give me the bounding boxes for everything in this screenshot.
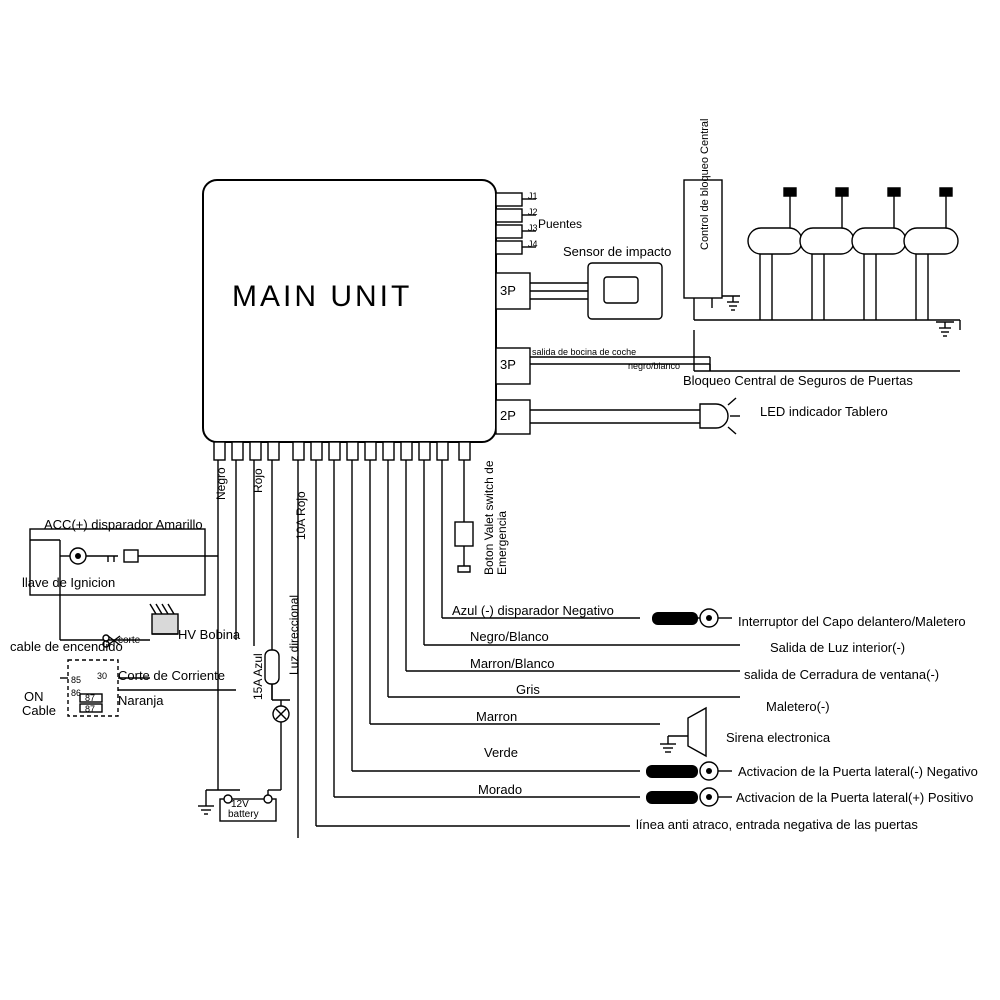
ignition-cable-label: cable de encendido: [10, 639, 123, 654]
jumpers-label: Puentes: [538, 217, 583, 231]
on-label: ON: [24, 689, 44, 704]
wire-color-label: Morado: [478, 782, 523, 797]
orange-wire-label: Naranja: [118, 693, 164, 708]
cable-label: Cable: [22, 703, 56, 718]
connector-j1-label: J1: [528, 191, 538, 201]
battery-label: 12V: [231, 799, 249, 810]
valet-switch-label: Boton Valet switch de Emergencia: [482, 460, 509, 575]
central-lock-control-label: Control de bloqueo Central: [699, 118, 711, 250]
hv-coil-label: HV Bobina: [178, 627, 241, 642]
relay-pin-87b: 87: [85, 704, 96, 714]
horn-output-label-line2: negro/blanco: [628, 361, 681, 371]
cut-label: corte: [118, 635, 141, 646]
battery-sublabel: battery: [228, 809, 259, 820]
wire-target-label: línea anti atraco, entrada negativa de las puertas: [636, 817, 918, 832]
current-cut-label: Corte de Corriente: [118, 668, 225, 683]
wire-luz-direccional-label: Luz direccional: [287, 594, 301, 675]
wire-color-label: Azul (-) disparador Negativo: [452, 603, 614, 618]
connector-2p-label: 2P: [500, 408, 516, 423]
shock-sensor-label: Sensor de impacto: [563, 244, 672, 259]
connector-j3-label: J3: [528, 223, 538, 233]
wire-target-label: Maletero(-): [766, 699, 830, 714]
relay-pin-87a: 87: [85, 693, 96, 703]
wire-color-label: Verde: [484, 745, 518, 760]
central-lock-block-label: Bloqueo Central de Seguros de Puertas: [683, 373, 913, 388]
relay-pin-85: 85: [71, 675, 82, 685]
wire-target-label: Interruptor del Capo delantero/Maletero: [738, 614, 966, 629]
wire-rojo-label: Rojo: [251, 468, 265, 493]
fuse-15a-azul-label: 15A Azul: [251, 653, 265, 700]
wire-target-label: salida de Cerradura de ventana(-): [744, 667, 940, 682]
wire-target-label: Activacion de la Puerta lateral(+) Positivo: [736, 790, 974, 805]
wire-color-label: Gris: [516, 682, 540, 697]
relay-pin-86: 86: [71, 688, 82, 698]
connector-j4-label: J4: [528, 239, 538, 249]
connector-3p-mid-label: 3P: [500, 357, 516, 372]
acc-trigger-label: ACC(+) disparador Amarillo: [44, 517, 203, 532]
relay-pin-30: 30: [97, 671, 108, 681]
wire-rojo-10a-label: 10A Rojo: [294, 491, 308, 540]
wire-target-label: Sirena electronica: [726, 730, 831, 745]
connector-j2-label: J2: [528, 207, 538, 217]
connector-3p-top-label: 3P: [500, 283, 516, 298]
wire-color-label: Marron/Blanco: [470, 656, 555, 671]
wire-negro-label: Negro: [214, 467, 228, 500]
wire-color-label: Negro/Blanco: [470, 629, 549, 644]
horn-output-label-line1: salida de bocina de coche: [532, 347, 637, 357]
wire-target-label: Salida de Luz interior(-): [770, 640, 906, 655]
led-indicator-label: LED indicador Tablero: [760, 404, 888, 419]
wire-color-label: Marron: [476, 709, 518, 724]
wire-target-label: Activacion de la Puerta lateral(-) Negativo: [738, 764, 978, 779]
main-unit-label: MAIN UNIT: [232, 280, 413, 313]
ignition-key-label: llave de Ignicion: [22, 575, 116, 590]
